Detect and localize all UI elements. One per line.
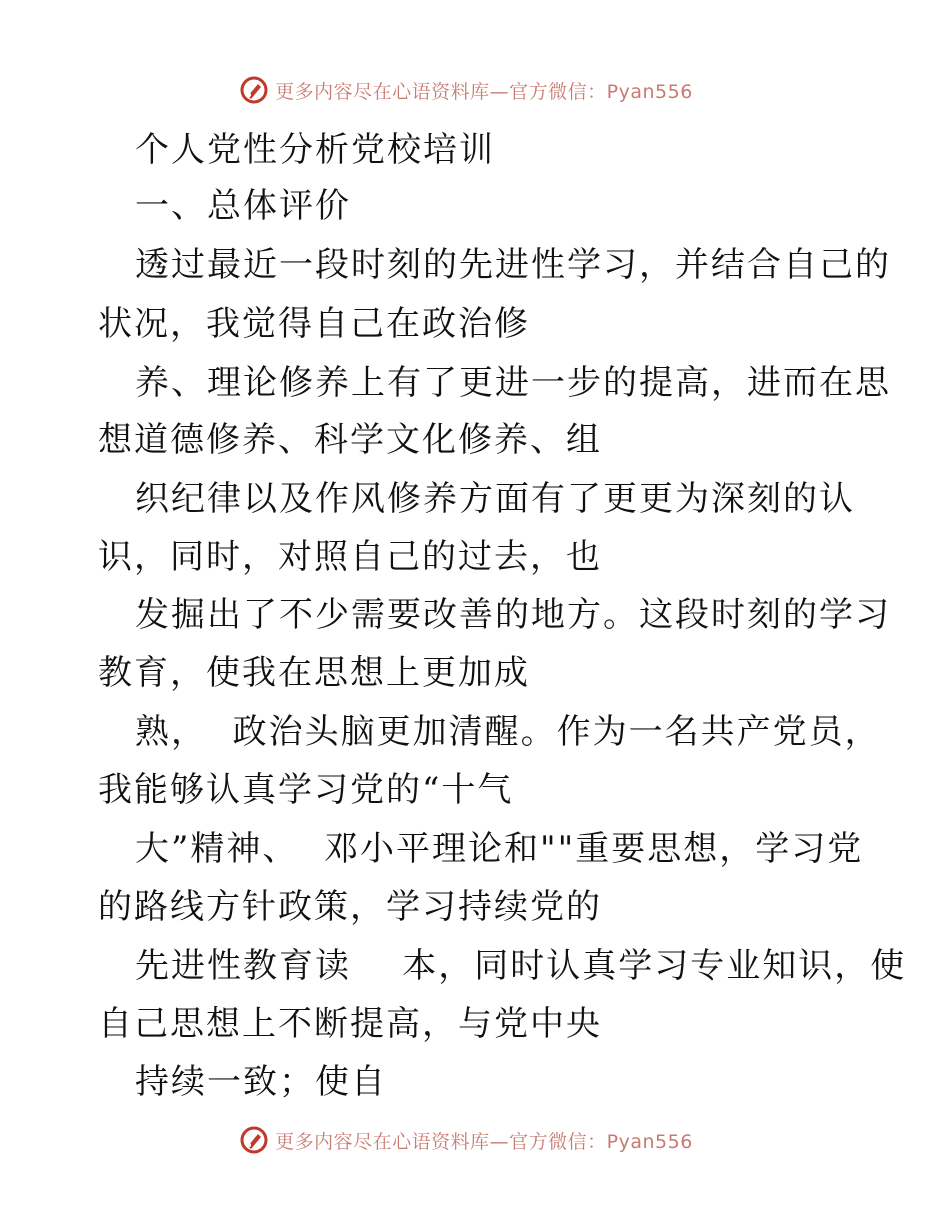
paragraph-line: 想道德修养、科学文化修养、组: [98, 420, 602, 460]
document-title: 个人党性分析党校培训: [135, 130, 495, 170]
header-watermark: [0, 70, 950, 110]
pen-logo-icon: [239, 1125, 269, 1155]
paragraph-line: 发掘出了不少需要改善的地方。这段时刻的学习: [135, 595, 891, 635]
section-heading: 一、总体评价: [135, 186, 351, 226]
header-watermark-text: 更多内容尽在心语资料库—官方微信：Pyan556: [275, 80, 693, 103]
paragraph-line: 自己思想上不断提高，与党中央: [98, 1004, 602, 1044]
paragraph-line: 大”精神、 邓小平理论和""重要思想，学习党: [135, 829, 864, 869]
paragraph-line: 的路线方针政策，学习持续党的: [98, 887, 602, 927]
paragraph-line: 织纪律以及作风修养方面有了更更为深刻的认: [135, 479, 855, 519]
paragraph-line: 持续一致；使自: [135, 1062, 387, 1102]
paragraph-line: 教育，使我在思想上更加成: [98, 653, 530, 693]
paragraph-line: 我能够认真学习党的“十气: [98, 770, 514, 810]
paragraph-line: 透过最近一段时刻的先进性学习，并结合自己的: [135, 245, 891, 285]
paragraph-line: 熟， 政治头脑更加清醒。作为一名共产党员，: [135, 712, 881, 752]
paragraph-line: 状况，我觉得自己在政治修: [98, 304, 530, 344]
footer-watermark-text: 更多内容尽在心语资料库—官方微信：Pyan556: [275, 1130, 693, 1153]
paragraph-line: 养、理论修养上有了更进一步的提高，进而在思: [135, 363, 891, 403]
paragraph-line: 先进性教育读 本，同时认真学习专业知识，使: [135, 946, 907, 986]
pen-logo-icon: [239, 75, 269, 105]
footer-watermark: [0, 1120, 950, 1160]
paragraph-line: 识，同时，对照自己的过去，也: [98, 537, 602, 577]
